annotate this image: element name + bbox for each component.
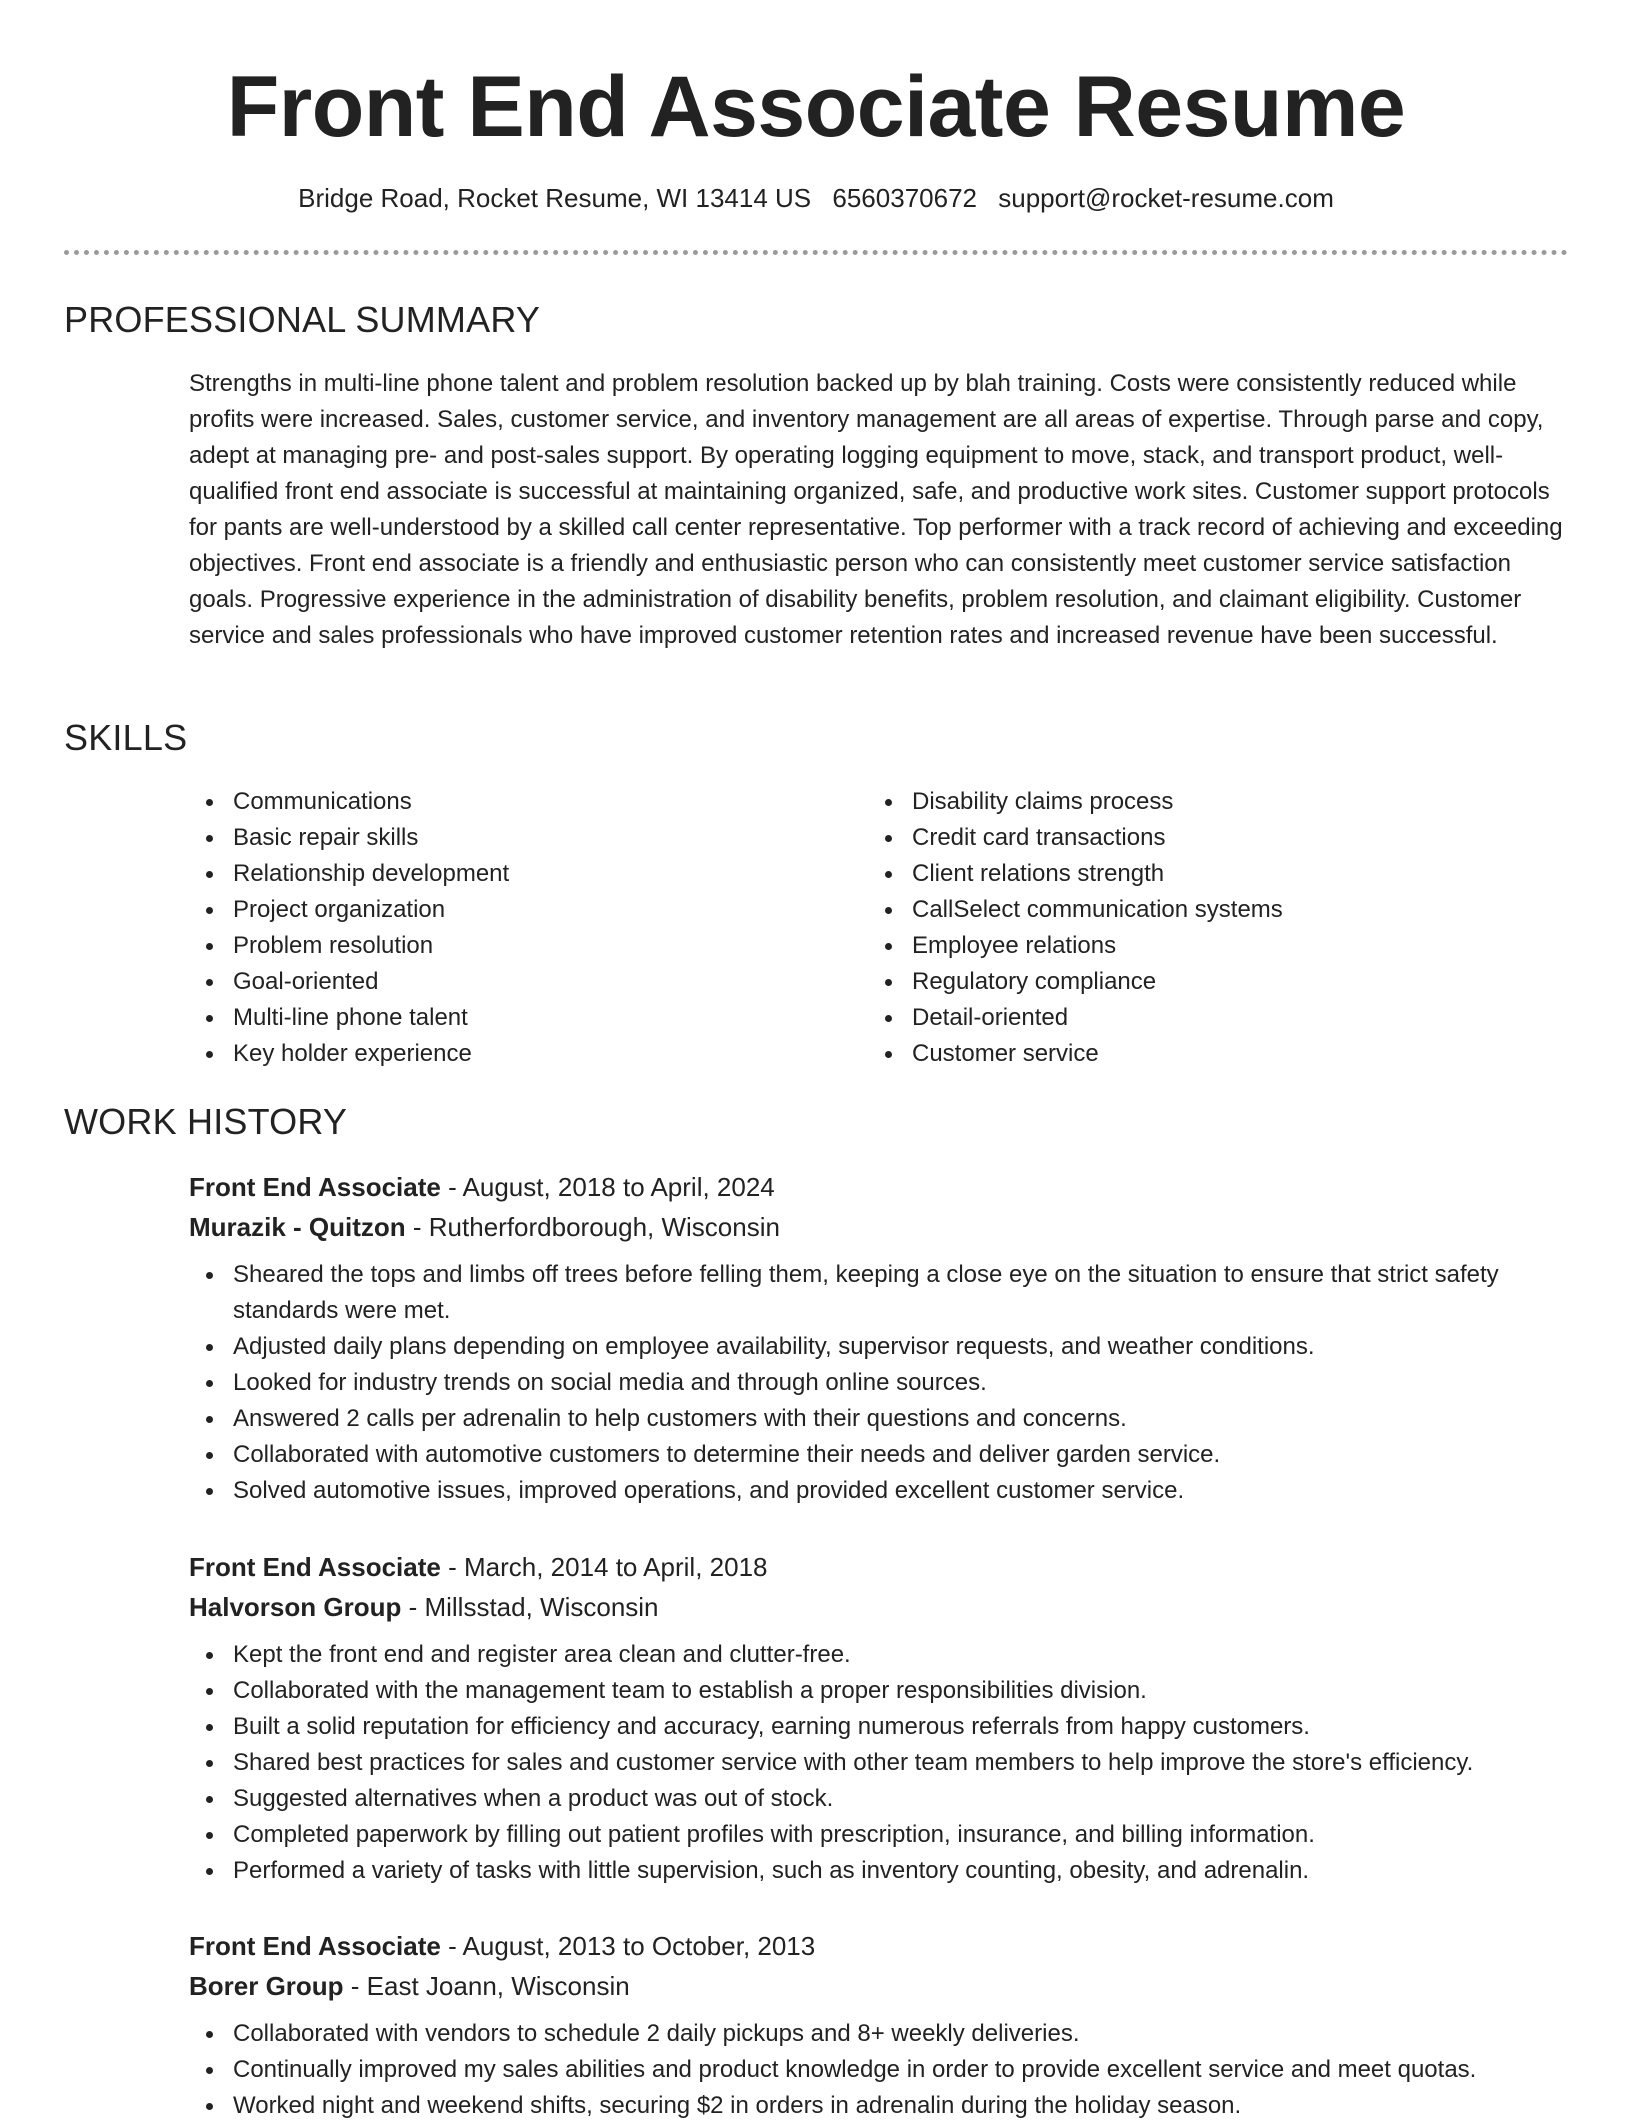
section-heading-skills: SKILLS bbox=[64, 717, 188, 758]
job-bullet: Continually improved my sales abilities and product knowledge in order to provide excellent service and meet quotas. bbox=[189, 2052, 1573, 2088]
job-title-line bbox=[189, 1926, 1573, 1966]
job-bullet: Kept the front end and register area clean and clutter-free. bbox=[189, 1637, 1573, 1673]
job-bullet: Performed a variety of tasks with little supervision, such as inventory counting, obesity, and adrenalin. bbox=[189, 1853, 1573, 1889]
skill-item: Relationship development bbox=[189, 856, 809, 892]
skill-item: CallSelect communication systems bbox=[868, 892, 1568, 928]
job-bullet: Solved automotive issues, improved operations, and provided excellent customer service. bbox=[189, 1473, 1573, 1509]
contact-phone: 6560370672 bbox=[832, 183, 977, 213]
job-bullet: Collaborated with automotive customers to determine their needs and deliver garden service. bbox=[189, 1437, 1573, 1473]
skills-list-right bbox=[868, 784, 1568, 1072]
job-title: Front End Associate bbox=[189, 1172, 441, 1202]
job-dates: - March, 2014 to April, 2018 bbox=[440, 1552, 768, 1582]
job-bullet: Answered 2 calls per adrenalin to help customers with their questions and concerns. bbox=[189, 1401, 1573, 1437]
skill-item: Disability claims process bbox=[868, 784, 1568, 820]
skill-item: Basic repair skills bbox=[189, 820, 809, 856]
job-title: Front End Associate bbox=[189, 1552, 441, 1582]
skill-item: Key holder experience bbox=[189, 1036, 809, 1072]
skill-item: Project organization bbox=[189, 892, 809, 928]
job-bullet: Looked for industry trends on social media and through online sources. bbox=[189, 1365, 1573, 1401]
job-bullet: Sheared the tops and limbs off trees before felling them, keeping a close eye on the situation to ensure that strict safety standards were met. bbox=[189, 1257, 1573, 1329]
job-location: - Millsstad, Wisconsin bbox=[401, 1592, 659, 1622]
skill-item: Communications bbox=[189, 784, 809, 820]
skill-item: Problem resolution bbox=[189, 928, 809, 964]
skill-item: Goal-oriented bbox=[189, 964, 809, 1000]
job-company: Borer Group bbox=[189, 1971, 344, 2001]
job-title-line bbox=[189, 1547, 1573, 1587]
job-bullets bbox=[189, 1257, 1573, 1509]
job-entry bbox=[189, 1167, 1573, 1509]
skill-item: Client relations strength bbox=[868, 856, 1568, 892]
job-entry bbox=[189, 1547, 1573, 1889]
job-company: Murazik - Quitzon bbox=[189, 1212, 406, 1242]
skill-item: Credit card transactions bbox=[868, 820, 1568, 856]
job-bullet: Suggested alternatives when a product was out of stock. bbox=[189, 1781, 1573, 1817]
job-title: Front End Associate bbox=[189, 1931, 441, 1961]
job-bullet: Adjusted daily plans depending on employee availability, supervisor requests, and weather conditions. bbox=[189, 1329, 1573, 1365]
skill-item: Customer service bbox=[868, 1036, 1568, 1072]
resume-title: Front End Associate Resume bbox=[226, 59, 1406, 155]
contact-address: Bridge Road, Rocket Resume, WI 13414 US bbox=[298, 183, 812, 213]
job-bullet: Worked night and weekend shifts, securing $2 in orders in adrenalin during the holiday season. bbox=[189, 2088, 1573, 2124]
job-bullet: Completed paperwork by filling out patient profiles with prescription, insurance, and billing information. bbox=[189, 1817, 1573, 1853]
header-divider bbox=[64, 250, 1568, 255]
job-company: Halvorson Group bbox=[189, 1592, 402, 1622]
section-heading-work: WORK HISTORY bbox=[64, 1101, 348, 1142]
job-dates: - August, 2018 to April, 2024 bbox=[440, 1172, 775, 1202]
job-dates: - August, 2013 to October, 2013 bbox=[440, 1931, 816, 1961]
job-company-line bbox=[189, 1587, 1573, 1627]
job-bullet: Collaborated with vendors to schedule 2 daily pickups and 8+ weekly deliveries. bbox=[189, 2016, 1573, 2052]
job-company-line bbox=[189, 1966, 1573, 2006]
skills-list-left bbox=[189, 784, 809, 1072]
job-bullet: Collaborated with the management team to establish a proper responsibilities division. bbox=[189, 1673, 1573, 1709]
job-bullets bbox=[189, 2016, 1573, 2124]
skill-item: Regulatory compliance bbox=[868, 964, 1568, 1000]
job-entry bbox=[189, 1926, 1573, 2124]
contact-line bbox=[0, 180, 1632, 216]
job-bullet: Built a solid reputation for efficiency and accuracy, earning numerous referrals from happy customers. bbox=[189, 1709, 1573, 1745]
skill-item: Detail-oriented bbox=[868, 1000, 1568, 1036]
job-company-line bbox=[189, 1207, 1573, 1247]
job-title-line bbox=[189, 1167, 1573, 1207]
summary-paragraph: Strengths in multi-line phone talent and problem resolution backed up by blah training. Costs were consistently reduced while profits were increased. Sales, customer service, and inventory management are all areas of expertise. Through parse and copy, adept at managing pre- and post-sales support. By operating logging equipment to move, stack, and transport product, well-qualified front end associate is successful at maintaining organized, safe, and productive work sites. Customer support protocols for pants are well-understood by a skilled call center representative. Top performer with a track record of achieving and exceeding objectives. Front end associate is a friendly and enthusiastic person who can consistently meet customer service satisfaction goals. Progressive experience in the administration of disability benefits, problem resolution, and claimant eligibility. Customer service and sales professionals who have improved customer retention rates and increased revenue have been successful. bbox=[189, 370, 1563, 649]
section-heading-summary: PROFESSIONAL SUMMARY bbox=[64, 299, 541, 340]
job-location: - Rutherfordborough, Wisconsin bbox=[405, 1212, 780, 1242]
job-bullet: Shared best practices for sales and customer service with other team members to help improve the store's efficiency. bbox=[189, 1745, 1573, 1781]
contact-email: support@rocket-resume.com bbox=[998, 183, 1334, 213]
skill-item: Multi-line phone talent bbox=[189, 1000, 809, 1036]
skill-item: Employee relations bbox=[868, 928, 1568, 964]
job-bullets bbox=[189, 1637, 1573, 1889]
job-location: - East Joann, Wisconsin bbox=[343, 1971, 630, 2001]
